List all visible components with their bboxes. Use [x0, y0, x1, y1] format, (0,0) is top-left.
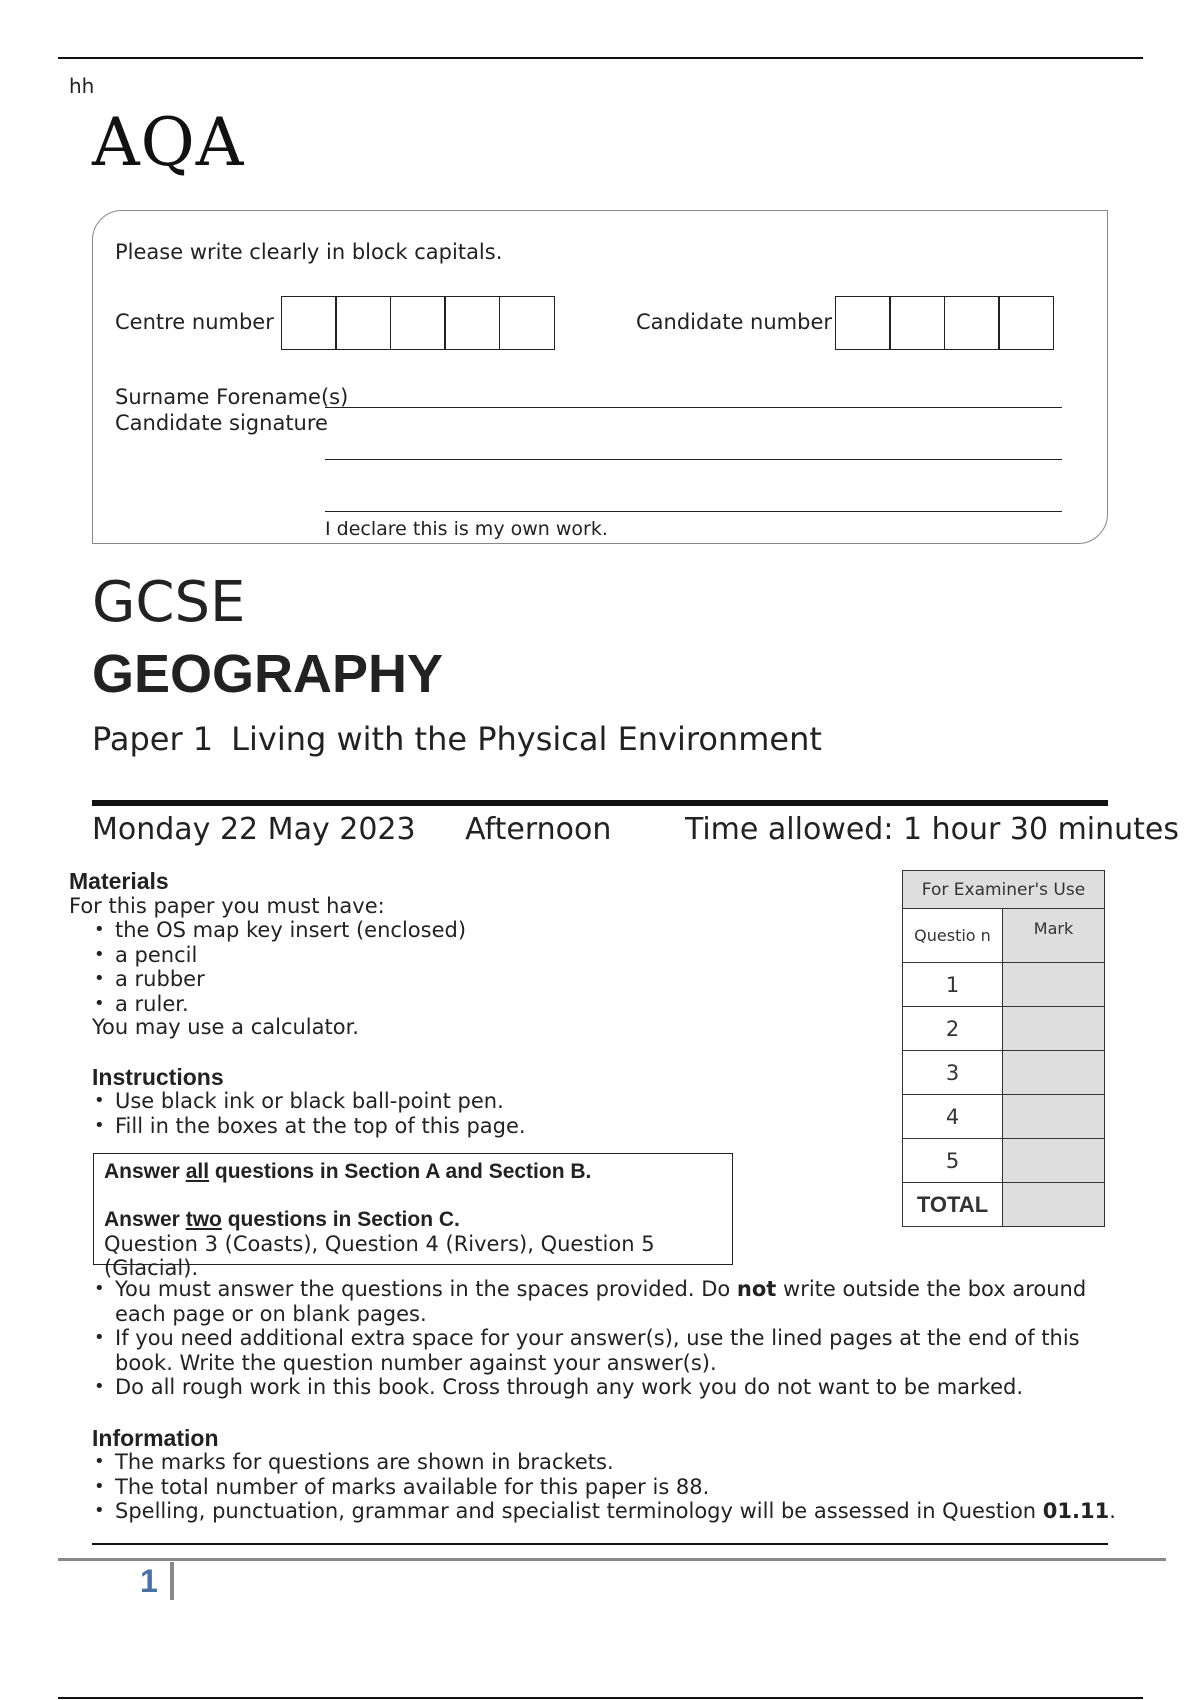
centre-number-label: Centre number — [115, 310, 274, 334]
subject-title: GEOGRAPHY — [92, 644, 444, 704]
qualification-title: GCSE — [92, 570, 246, 635]
total-label: TOTAL — [903, 1183, 1003, 1227]
top-rule — [58, 57, 1143, 59]
block-capitals-instruction: Please write clearly in block capitals. — [115, 240, 503, 264]
centre-number-digit[interactable] — [390, 296, 446, 350]
question-number: 1 — [903, 963, 1003, 1007]
list-item: • You must answer the questions in the spaces provided. Do not write outside the box around each page or on blank pages. — [92, 1277, 1092, 1326]
candidate-number-boxes — [836, 296, 1054, 350]
mark-cell — [1003, 1139, 1105, 1183]
list-item: • If you need additional extra space for your answer(s), use the lined pages at the end of this book. Write the question number against your answer(s). — [92, 1326, 1092, 1375]
list-item: • a rubber — [92, 967, 466, 992]
page-number-bar — [170, 1562, 174, 1600]
exam-date: Monday 22 May 2023 — [92, 812, 416, 847]
list-item: • Spelling, punctuation, grammar and specialist terminology will be assessed in Question 01.11. — [92, 1499, 1192, 1524]
examiners-use-table — [902, 870, 1105, 1227]
answer-sections-ab: Answer all questions in Section A and Section B. — [104, 1160, 592, 1183]
candidate-signature-label: Candidate signature — [115, 411, 328, 435]
mark-cell — [1003, 1095, 1105, 1139]
exam-date-row — [92, 812, 1179, 847]
calculator-note: You may use a calculator. — [92, 1015, 359, 1039]
further-instructions-list — [92, 1277, 1092, 1400]
materials-heading: Materials — [69, 868, 169, 894]
mark-cell — [1003, 1051, 1105, 1095]
list-item: • Use black ink or black ball-point pen. — [92, 1089, 526, 1114]
total-mark-cell — [1003, 1183, 1105, 1227]
content-end-rule — [92, 1543, 1108, 1545]
centre-number-digit[interactable] — [499, 296, 555, 350]
candidate-number-digit[interactable] — [889, 296, 945, 350]
information-heading: Information — [92, 1425, 219, 1451]
centre-number-digit[interactable] — [444, 296, 500, 350]
list-item: • The total number of marks available for this paper is 88. — [92, 1475, 1192, 1500]
question-number: 2 — [903, 1007, 1003, 1051]
candidate-number-digit[interactable] — [998, 296, 1054, 350]
list-item: • Fill in the boxes at the top of this page. — [92, 1114, 526, 1139]
surname-input-line[interactable] — [325, 407, 1062, 408]
answer-section-c: Answer two questions in Section C. — [104, 1208, 460, 1231]
question-number: 3 — [903, 1051, 1003, 1095]
materials-list — [92, 918, 466, 1016]
list-item: • a ruler. — [92, 992, 466, 1017]
instructions-list — [92, 1089, 526, 1138]
signature-input-line[interactable] — [325, 511, 1062, 512]
candidate-number-label: Candidate number — [636, 310, 832, 334]
list-item: • Do all rough work in this book. Cross through any work you do not want to be marked. — [92, 1375, 1092, 1400]
question-number: 5 — [903, 1139, 1003, 1183]
centre-number-boxes — [282, 296, 555, 350]
mark-column-header: Mark — [1003, 909, 1105, 963]
paper-name: Living with the Physical Environment — [231, 720, 822, 758]
paper-number: Paper 1 — [92, 720, 214, 758]
instructions-heading: Instructions — [92, 1064, 224, 1090]
footer-rule — [58, 1558, 1166, 1561]
question-number: 4 — [903, 1095, 1003, 1139]
materials-intro: For this paper you must have: — [69, 894, 385, 918]
examiners-use-title: For Examiner's Use — [903, 871, 1105, 909]
bottom-rule — [58, 1697, 1143, 1699]
answer-requirements-box — [93, 1153, 733, 1280]
candidate-number-digit[interactable] — [944, 296, 1000, 350]
header-tag: hh — [69, 74, 95, 98]
paper-title — [92, 720, 822, 758]
section-c-options: Question 3 (Coasts), Question 4 (Rivers), Question 5 (Glacial). — [104, 1232, 655, 1280]
information-list — [92, 1450, 1192, 1524]
declaration-text: I declare this is my own work. — [325, 518, 608, 540]
centre-number-digit[interactable] — [335, 296, 391, 350]
centre-number-digit[interactable] — [281, 296, 337, 350]
page-number: 1 — [140, 1563, 158, 1599]
forename-input-line[interactable] — [325, 459, 1062, 460]
list-item: • a pencil — [92, 943, 466, 968]
candidate-number-digit[interactable] — [835, 296, 891, 350]
aqa-logo: AQA — [92, 104, 245, 181]
surname-forename-label: Surname Forename(s) — [115, 385, 349, 409]
list-item: • The marks for questions are shown in brackets. — [92, 1450, 1192, 1475]
time-allowed: Time allowed: 1 hour 30 minutes — [684, 812, 1179, 847]
mark-cell — [1003, 963, 1105, 1007]
exam-session: Afternoon — [465, 812, 612, 847]
title-divider — [92, 800, 1108, 806]
mark-cell — [1003, 1007, 1105, 1051]
question-column-header: Questio n — [903, 909, 1003, 963]
list-item: • the OS map key insert (enclosed) — [92, 918, 466, 943]
